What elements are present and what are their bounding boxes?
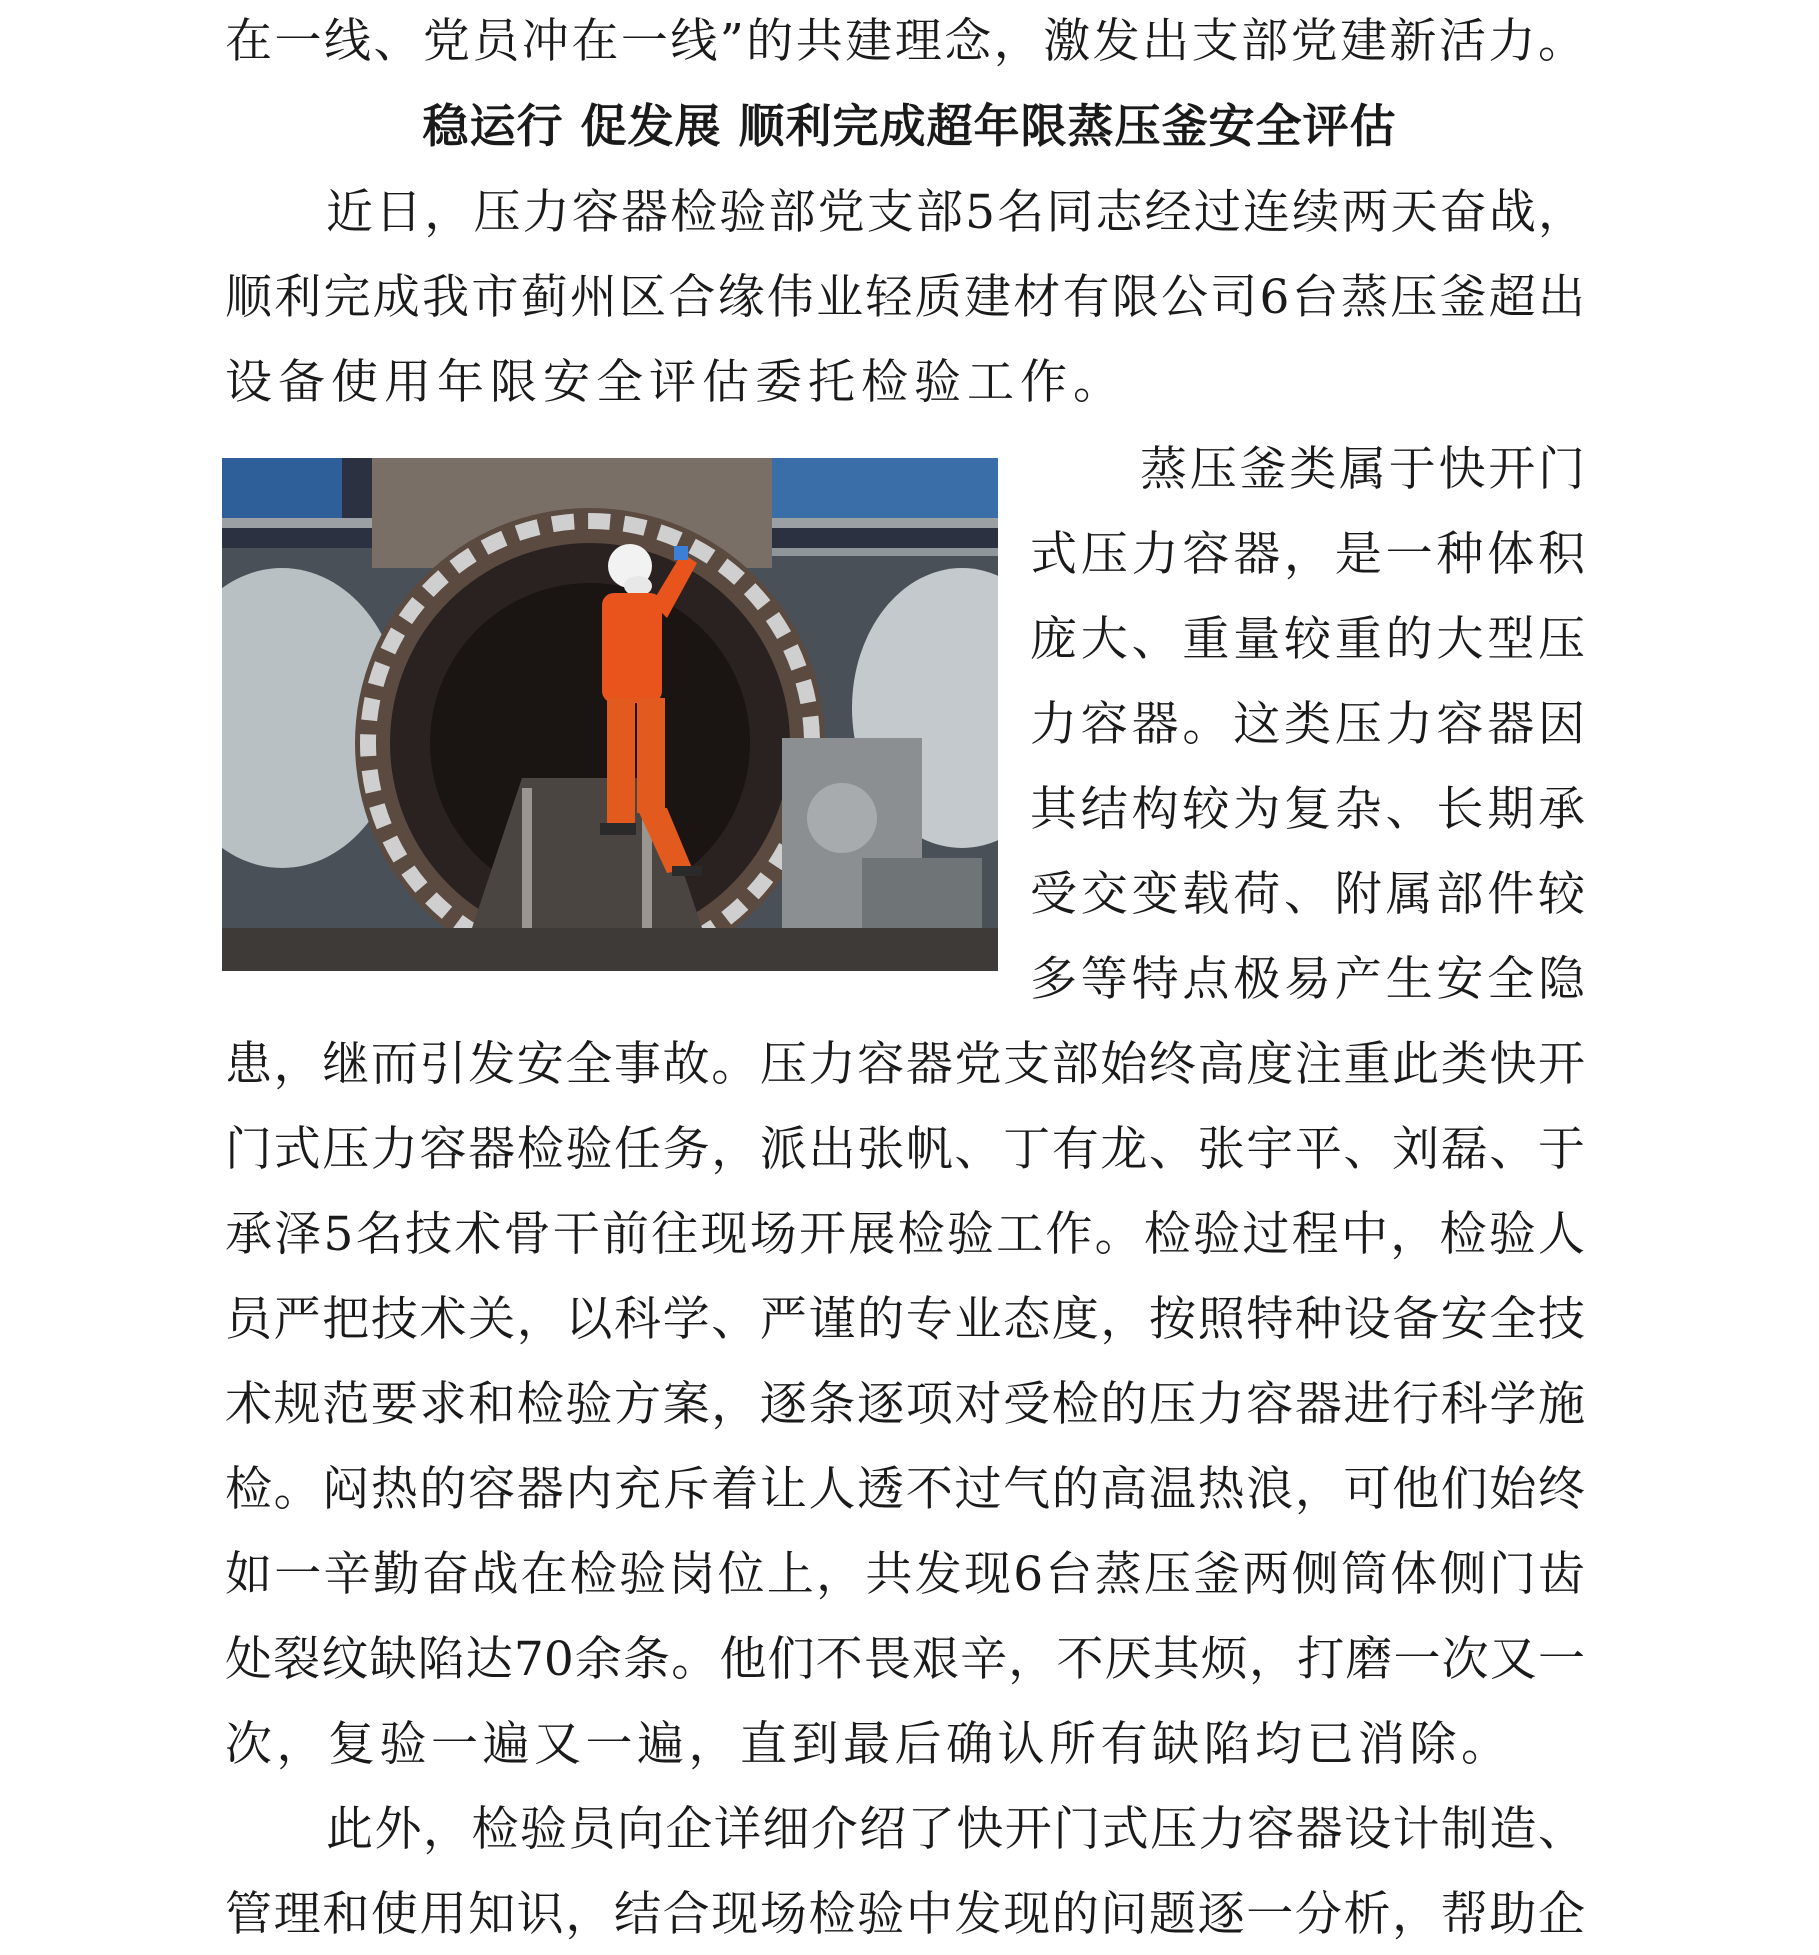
side-line-4: 力容器。这类压力容器因 [1030,697,1585,752]
para3-line-1: 此外，检验员向企详细介绍了快开门式压力容器设计制造、 [326,1802,1585,1857]
para2-line-9: 次，复验一遍又一遍，直到最后确认所有缺陷均已消除。 [225,1717,1513,1772]
para2-line-8: 处裂纹缺陷达70余条。他们不畏艰辛，不厌其烦，打磨一次又一 [225,1632,1585,1687]
side-line-5: 其结构较为复杂、长期承 [1030,782,1585,837]
side-line-1: 蒸压釜类属于快开门 [1140,442,1585,497]
inspection-photo [222,458,998,971]
article-title: 稳运行 促发展 顺利完成超年限蒸压釜安全评估 [422,99,1397,153]
para2-line-7: 如一辛勤奋战在检验岗位上，共发现6台蒸压釜两侧筒体侧门齿 [225,1547,1585,1602]
para1-line-1: 近日，压力容器检验部党支部5名同志经过连续两天奋战， [326,185,1585,240]
autoclave-inspection-image [222,458,998,971]
para2-line-4: 员严把技术关，以科学、严谨的专业态度，按照特种设备安全技 [225,1292,1585,1347]
para1-line-2: 顺利完成我市蓟州区合缘伟业轻质建材有限公司6台蒸压釜超出 [225,270,1585,325]
para3-line-2: 管理和使用知识，结合现场检验中发现的问题逐一分析，帮助企 [225,1887,1585,1942]
para2-line-1: 患，继而引发安全事故。压力容器党支部始终高度注重此类快开 [225,1037,1585,1092]
para2-line-5: 术规范要求和检验方案，逐条逐项对受检的压力容器进行科学施 [225,1377,1585,1432]
top-line: 在一线、党员冲在一线”的共建理念，激发出支部党建新活力。 [225,14,1585,69]
side-line-2: 式压力容器，是一种体积 [1030,527,1585,582]
side-line-3: 庞大、重量较重的大型压 [1030,612,1585,667]
para1-line-3: 设备使用年限安全评估委托检验工作。 [225,355,1126,410]
para2-line-6: 检。闷热的容器内充斥着让人透不过气的高温热浪，可他们始终 [225,1462,1585,1517]
side-line-6: 受交变载荷、附属部件较 [1030,867,1585,922]
side-line-7: 多等特点极易产生安全隐 [1030,952,1585,1007]
para2-line-3: 承泽5名技术骨干前往现场开展检验工作。检验过程中，检验人 [225,1207,1585,1262]
para2-line-2: 门式压力容器检验任务，派出张帆、丁有龙、张宇平、刘磊、于 [225,1122,1585,1177]
